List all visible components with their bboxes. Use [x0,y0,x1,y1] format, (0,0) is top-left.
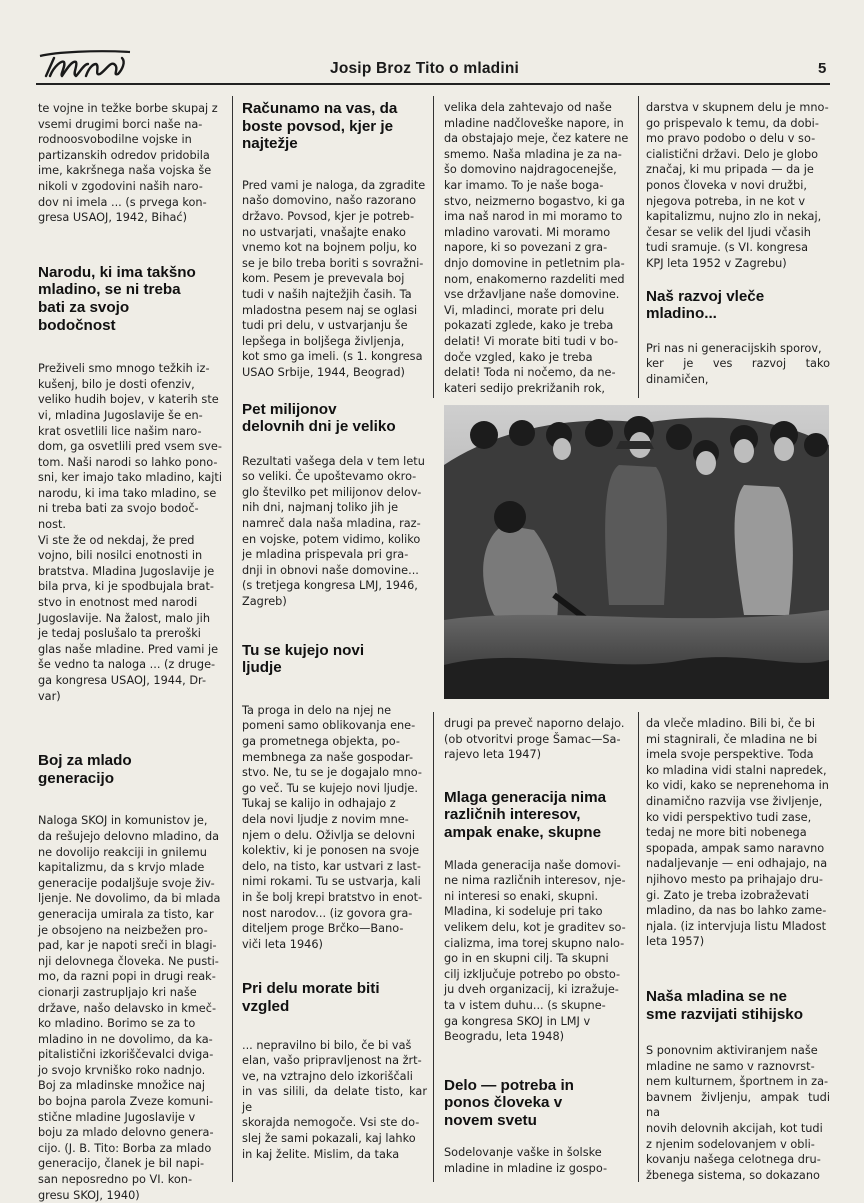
article-paragraph: Pri nas ni generacijskih sporov, ker je ves razvoj tako dinamičen, [646,341,830,386]
article-heading: Naš razvoj vleče mladino... [646,287,765,323]
article-paragraph: Naloga SKOJ in komunistov je, da rešujejo delovno mladino, da ne dovolijo reakciji in gnilemu kapitalizmu, da s krvjo mlade generacije podaljšuje svoje živ- ljenje. Ne dovolimo, da bi mlada generacija umirala za tisto, kar je obsojeno na neizbežen pro- pad, kar je napoti sreči in blagi- nji delovnega človeka. Ne pusti- mo, da razni popi in drugi reak- cionarji zastrupljajo kri naše države, našo delavsko in kmeč- ko mladino. Borimo se za to mladino in ne dovolimo, da ka- pitalistični izkoriščevalci dviga- jo svojo krvniško roko nadnjo. Boj za mladinske množice naj bo bojna parola Zveze komuni- stične mladine Jugoslavije v boju za mlado delovno genera- cijo. (J. B. Tito: Borba za mlado generacijo, članek je bil napi- san neposredno po VI. kon- gresu SKOJ, 1940) [38,814,221,1202]
historical-photograph [444,405,829,699]
column-2 [242,100,427,1162]
article-heading: Boj za mlado generacijo [38,752,132,787]
article-paragraph: Mlada generacija naše domovi- ne nima različnih interesov, nje- ni interesi so enaki, skupni. Mladina, ki sodeluje pri tako velikem delu, kot je graditev so- cializma, ima torej skupno nalo- go in en skupni cilj. Ta skupni cilj izključuje potrebo po obsto- ju dveh organizacij, ki izražuje- ta v istem duhu... (s skupne- ga kongresa SKOJ in LMJ v Beogradu, leta 1948) [444,858,626,1044]
column-4-top [646,100,830,388]
column-divider [232,96,233,1182]
article-paragraph: da vleče mladino. Bili bi, če bi mi stagnirali, če mladina ne bi imela svoje perspektive. Toda ko mladina vidi stalni napredek, ko vidi, kako se neprenehoma in dinamično razvija vse življenje, ko vidi perspektivo tudi zase, tedaj ne more biti nobenega spopada, ampak samo naravno nadaljevanje — eni odhajajo, na njihovo mesto pa prihajajo dru- gi. Zato je treba izobraževati mladino, da nas bo lahko zame- njala. (iz intervjuja listu Mladost leta 1957) [646,717,829,949]
column-4-bottom [646,716,830,1183]
article-heading: Narodu, ki ima takšno mladino, se ni treba bati za svojo bodočnost [38,263,196,334]
column-3-top [444,100,630,396]
running-title: Josip Broz Tito o mladini [330,60,520,77]
article-paragraph: Ta proga in delo na njej ne pomeni samo oblikovanja ene- ga prometnega objekta, po- membnega za naše gospodar- stvo. Ne, tu se je dogajalo mno- go več. Tu se kujejo novi ljudje. Tukaj se kalijo in odhajajo z dela novi ljudje z novim mne- njem o delu. Oživlja se delovni kolektiv, ki je ponosen na svoje delo, na tisto, kar ustvari z last- nimi rokami. Tu se ustvarja, kali in še bolj krepi bratstvo in enot- nost narodov... (iz govora gra- diteljem proge Brčko—Bano- viči leta 1946) [242,703,423,951]
page-number: 5 [818,60,827,77]
magazine-logo [36,46,134,82]
column-3-bottom [444,716,630,1177]
article-heading: Tu se kujejo novi ljudje [242,641,365,677]
article-heading: Mlaga generacija nima različnih interesov, ampak enake, skupne [444,788,607,841]
article-heading: Pri delu morate biti vzgled [242,980,380,1015]
article-heading: Računamo na vas, da boste povsod, kjer je najtežje [242,100,398,153]
article-paragraph: Sodelovanje vaške in šolske mladine in mladine iz gospo- [444,1146,608,1176]
article-heading: Delo — potreba in ponos človeka v novem svetu [444,1076,574,1129]
article-heading: Naša mladina se ne sme razvijati stihijsko [646,987,804,1023]
column-divider [433,712,434,1182]
article-paragraph: drugi pa preveč naporno delajo. (ob otvoritvi proge Šamac—Sa- rajevo leta 1947) [444,717,625,762]
article-paragraph: Preživeli smo mnogo težkih iz- kušenj, bilo je dosti ofenziv, veliko hudih bojev, v katerih ste vi, mladina Jugoslavije še en- krat osvetlili lice našim naro- dom, ga osvetlili pred vsem sve- tom. Naši narodi so lahko pono- sni, ker imajo tako mladino, kajti narodu, ki ima tako mladino, se ni treba bati za svojo bodoč- nost. Vi ste že od nekdaj, že pred vojno, bili nosilci enotnosti in bratstva. Mladina Jugoslavije je bila prva, ki je spodbujala brat- stvo in enotnost med narodi Jugoslavije. Na žalost, malo jih je tedaj poslušalo ta preroški glas naše mladine. Pred vami je še vedno ta naloga ... (z druge- ga kongresa USAOJ, 1944, Dr- var) [38,362,222,703]
column-divider [638,712,639,1182]
article-paragraph: velika dela zahtevajo od naše mladine nadčloveške napore, in da obstajajo meje, čez katere ne smemo. Naša mladina je za na- šo domovino najdragocenejše, kar imamo. To je naše boga- stvo, neizmerno bogastvo, ki ga ima naš narod in mi moramo to mladino varovati. Mi moramo napore, ki so povezani z gra- dnjo domovine in petletnim pla- nom, enakomerno razdeliti med vse državljane naše domovine. Vi, mladinci, morate pri delu pokazati zglede, kako je treba delati! Vi morate biti tudi v bo- doče vzgled, kako je treba delati! Toda ni nočemo, da ne- kateri sedijo prekrižanih rok, [444,101,629,395]
article-heading: Pet milijonov delovnih dni je veliko [242,400,396,436]
column-divider [638,96,639,398]
header-rule [36,83,830,85]
article-paragraph: ... nepravilno bi bilo, če bi vaš elan, vašo pripravljenost na žrt- ve, na vztrajno delo izkoriščali in vas silili, da delate tisto, kar je skorajda nemogoče. Vsi ste do- slej že sami pokazali, kaj lahko in kaj želite. Mislim, da taka [242,1038,427,1161]
article-paragraph: darstva v skupnem delu je mno- go prispevalo k temu, da dobi- mo pravo podobo o delu v so- cialistični državi. Delo je globo značaj, ki mu pripada — da je ponos človeka v novi družbi, njegova potreba, in ne kot v kapitalizmu, nujno zlo in nekaj, česar se velik del ljudi včasih tudi sramuje. (s VI. kongresa KPJ leta 1952 v Zagrebu) [646,101,829,270]
column-divider [433,96,434,398]
column-1 [38,101,224,1203]
article-paragraph: Pred vami je naloga, da zgradite našo domovino, našo razorano državo. Povsod, kjer je potreb- no ustvarjati, vnašajte enako vnemo kot na bojnem polju, ko se je bilo treba boriti s sovražni- kom. Pesem je prevevala boj tudi v naših najtežjih časih. Ta mladostna pesem naj se oglasi tudi pri delu, v ustvarjanju še lepšega in boljšega življenja, kot smo ga imeli. (s 1. kongresa USAO Srbije, 1944, Beograd) [242,178,426,379]
article-paragraph: S ponovnim aktiviranjem naše mladine ne samo v raznovrst- nem kulturnem, športnem in za- bavnem življenju, ampak tudi na novih delovnih akcijah, kot tudi z njenim sodelovanjem v obli- kovanju našega celotnega dru- žbenega sistema, so dokazano [646,1044,830,1182]
article-paragraph: Rezultati vašega dela v tem letu so veliki. Če upoštevamo okro- glo številko pet milijonov delov- nih dni, najmanj toliko jih je namreč dala naša mladina, raz- en vojske, potem vidimo, koliko je mladina prispevala pri gra- dnji in obnovi naše domovine... (s tretjega kongresa LMJ, 1946, Zagreb) [242,454,425,609]
article-paragraph: te vojne in težke borbe skupaj z vsemi drugimi borci naše na- rodnoosvobodilne vojske in partizanskih odredov pridobila ime, kakršnega naša vojska še nikoli v zgodovini naših naro- dov ni imela ... (s prvega kon- gresa USAOJ, 1942, Bihać) [38,102,218,225]
